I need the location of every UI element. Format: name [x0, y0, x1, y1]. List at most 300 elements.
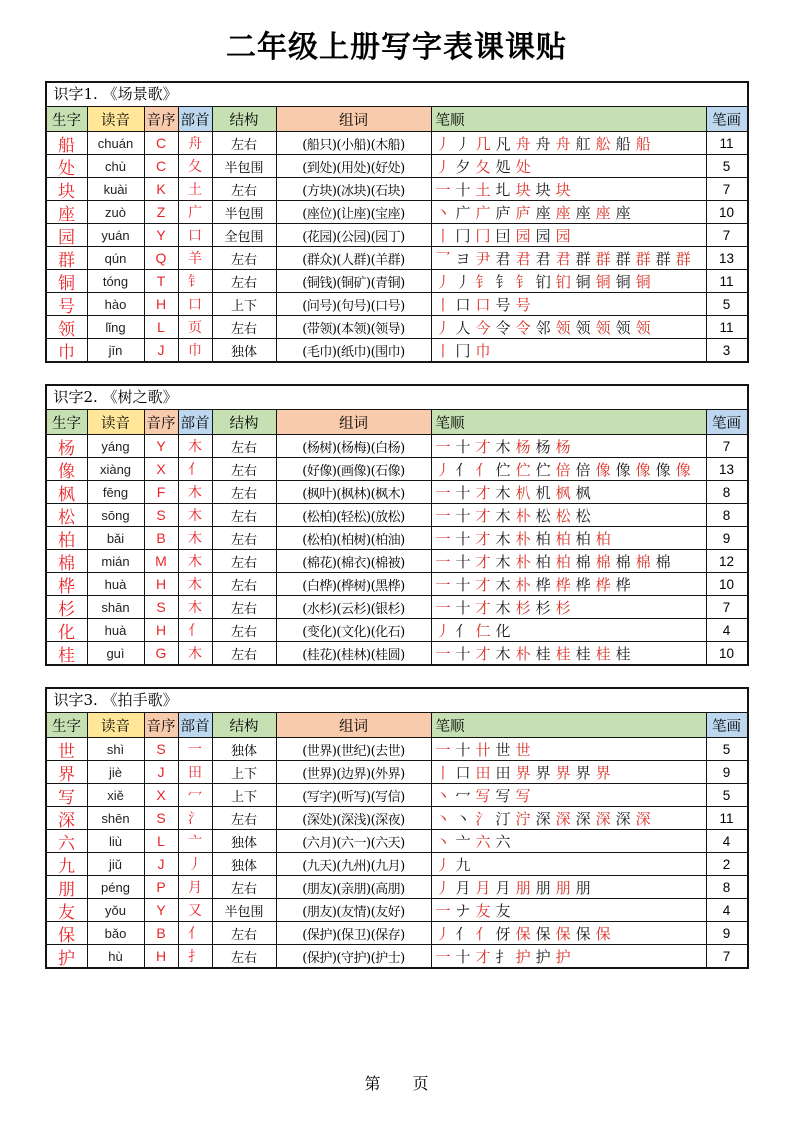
word-group-cell: (朋友)(亲朋)(高朋)	[276, 876, 431, 898]
character-cell: 化	[58, 622, 75, 641]
stroke-step: 钔	[535, 272, 551, 291]
stroke-count-cell: 11	[706, 807, 747, 829]
stroke-step: 园	[535, 226, 551, 245]
stroke-step: 亻	[455, 924, 471, 943]
radical-cell: 羊	[178, 247, 212, 269]
character-cell: 柏	[58, 530, 75, 549]
radical-cell: 一	[178, 738, 212, 760]
stroke-step: 世	[495, 740, 511, 759]
table-lesson-3	[45, 687, 749, 969]
stroke-step: 棉	[595, 552, 611, 571]
stroke-step: 木	[495, 575, 511, 594]
radical-cell: 土	[178, 178, 212, 200]
alphabet-initial-cell: J	[144, 853, 178, 875]
stroke-step: 棉	[575, 552, 591, 571]
column-header: 读音	[87, 713, 144, 737]
word-group-cell: (九天)(九州)(九月)	[276, 853, 431, 875]
stroke-step: 泞	[515, 809, 531, 828]
pinyin-cell: chuán	[87, 132, 144, 154]
table-row	[47, 434, 747, 457]
stroke-step: 丿	[435, 318, 451, 337]
structure-cell: 独体	[212, 738, 276, 760]
stroke-step: 一	[435, 506, 451, 525]
word-group-cell: (方块)(冰块)(石块)	[276, 178, 431, 200]
stroke-step: 桂	[615, 644, 631, 663]
stroke-step: 松	[555, 506, 571, 525]
table-1-title: 识字1. 《场景歌》	[53, 85, 178, 103]
character-cell: 保	[58, 925, 75, 944]
stroke-step: 丿	[435, 855, 451, 874]
stroke-step: 群	[675, 249, 691, 268]
table-row	[47, 737, 747, 760]
stroke-step: 丿	[435, 157, 451, 176]
stroke-step: 写	[475, 786, 491, 805]
stroke-step: 田	[495, 763, 511, 782]
pinyin-cell: sōng	[87, 504, 144, 526]
column-header: 笔画	[706, 107, 747, 131]
stroke-step: 口	[455, 295, 471, 314]
stroke-step: 朋	[515, 878, 531, 897]
stroke-step: 人	[455, 318, 471, 337]
alphabet-initial-cell: X	[144, 458, 178, 480]
structure-cell: 左右	[212, 642, 276, 664]
character-cell: 桦	[58, 576, 75, 595]
column-header: 组词	[276, 107, 431, 131]
character-cell: 松	[58, 507, 75, 526]
stroke-order-cell	[431, 619, 706, 641]
stroke-step: 六	[475, 832, 491, 851]
radical-cell: 丿	[178, 853, 212, 875]
stroke-step: 群	[575, 249, 591, 268]
stroke-step: 领	[635, 318, 651, 337]
pinyin-cell: mián	[87, 550, 144, 572]
stroke-order-cell	[431, 876, 706, 898]
stroke-step: 棉	[635, 552, 651, 571]
table-lesson-1	[45, 81, 749, 363]
radical-cell: 巾	[178, 339, 212, 361]
stroke-step: 朴	[515, 529, 531, 548]
stroke-step: 庐	[495, 203, 511, 222]
stroke-step: 领	[615, 318, 631, 337]
structure-cell: 半包围	[212, 899, 276, 921]
word-group-cell: (群众)(人群)(羊群)	[276, 247, 431, 269]
stroke-step: 丿	[455, 134, 471, 153]
stroke-step: 十	[455, 180, 471, 199]
stroke-order-cell	[431, 201, 706, 223]
stroke-step: 伫	[495, 460, 511, 479]
stroke-step: 一	[435, 575, 451, 594]
stroke-order-cell	[431, 527, 706, 549]
stroke-step: 钅	[515, 272, 531, 291]
stroke-step: ナ	[455, 901, 471, 920]
table-row	[47, 875, 747, 898]
column-header: 音序	[144, 410, 178, 434]
character-cell: 护	[58, 948, 75, 967]
stroke-step: 柏	[555, 552, 571, 571]
stroke-step: 舟	[555, 134, 571, 153]
stroke-step: 杉	[535, 598, 551, 617]
stroke-step: 像	[615, 460, 631, 479]
stroke-step: 口	[455, 763, 471, 782]
stroke-step: 园	[515, 226, 531, 245]
stroke-step: 柏	[555, 529, 571, 548]
radical-cell: 木	[178, 504, 212, 526]
pinyin-cell: yuán	[87, 224, 144, 246]
column-header: 部首	[178, 410, 212, 434]
stroke-step: 巾	[475, 341, 491, 360]
table-row	[47, 131, 747, 154]
stroke-step: 保	[535, 924, 551, 943]
character-cell: 像	[58, 461, 75, 480]
stroke-order-cell	[431, 596, 706, 618]
stroke-step: 庐	[515, 203, 531, 222]
stroke-step: 桦	[555, 575, 571, 594]
stroke-step: 仁	[475, 621, 491, 640]
stroke-step: 像	[595, 460, 611, 479]
stroke-step: 亻	[475, 924, 491, 943]
alphabet-initial-cell: L	[144, 830, 178, 852]
radical-cell: 口	[178, 293, 212, 315]
stroke-step: 才	[475, 437, 491, 456]
stroke-step: 领	[575, 318, 591, 337]
stroke-count-cell: 10	[706, 201, 747, 223]
stroke-step: 舟	[515, 134, 531, 153]
alphabet-initial-cell: J	[144, 339, 178, 361]
stroke-count-cell: 7	[706, 596, 747, 618]
radical-cell: 口	[178, 224, 212, 246]
stroke-count-cell: 13	[706, 458, 747, 480]
stroke-count-cell: 7	[706, 435, 747, 457]
radical-cell: 月	[178, 876, 212, 898]
stroke-step: 块	[535, 180, 551, 199]
stroke-step: 号	[515, 295, 531, 314]
pinyin-cell: hào	[87, 293, 144, 315]
stroke-step: 月	[495, 878, 511, 897]
stroke-count-cell: 8	[706, 481, 747, 503]
stroke-step: 杉	[515, 598, 531, 617]
pinyin-cell: bǎi	[87, 527, 144, 549]
stroke-step: 友	[475, 901, 491, 920]
stroke-step: 桂	[555, 644, 571, 663]
header-row	[47, 409, 747, 434]
structure-cell: 左右	[212, 481, 276, 503]
stroke-count-cell: 9	[706, 761, 747, 783]
alphabet-initial-cell: S	[144, 504, 178, 526]
stroke-step: 一	[435, 180, 451, 199]
table-row	[47, 246, 747, 269]
character-cell: 棉	[58, 553, 75, 572]
stroke-order-cell	[431, 784, 706, 806]
column-header: 结构	[212, 713, 276, 737]
stroke-step: 氵	[475, 809, 491, 828]
stroke-count-cell: 5	[706, 155, 747, 177]
column-header: 笔顺	[431, 107, 706, 131]
structure-cell: 左右	[212, 807, 276, 829]
stroke-step: 朳	[515, 483, 531, 502]
radical-cell: 夂	[178, 155, 212, 177]
word-group-cell: (世界)(世纪)(去世)	[276, 738, 431, 760]
stroke-step: 君	[515, 249, 531, 268]
column-header: 部首	[178, 713, 212, 737]
stroke-step: 十	[455, 506, 471, 525]
stroke-order-cell	[431, 642, 706, 664]
alphabet-initial-cell: M	[144, 550, 178, 572]
word-group-cell: (好像)(画像)(石像)	[276, 458, 431, 480]
stroke-step: 木	[495, 644, 511, 663]
character-cell: 深	[58, 810, 75, 829]
character-cell: 巾	[58, 342, 75, 361]
structure-cell: 全包围	[212, 224, 276, 246]
stroke-step: 才	[475, 483, 491, 502]
stroke-step: 丿	[435, 621, 451, 640]
stroke-step: 丨	[435, 341, 451, 360]
pinyin-cell: qún	[87, 247, 144, 269]
stroke-step: 丨	[435, 763, 451, 782]
pinyin-cell: kuài	[87, 178, 144, 200]
alphabet-initial-cell: J	[144, 761, 178, 783]
stroke-step: 月	[455, 878, 471, 897]
word-group-cell: (带领)(本领)(领导)	[276, 316, 431, 338]
character-cell: 块	[58, 181, 75, 200]
stroke-step: 枫	[575, 483, 591, 502]
column-header: 笔画	[706, 410, 747, 434]
character-cell: 六	[58, 833, 75, 852]
pinyin-cell: jiǔ	[87, 853, 144, 875]
structure-cell: 上下	[212, 761, 276, 783]
stroke-order-cell	[431, 316, 706, 338]
stroke-step: 丶	[455, 809, 471, 828]
stroke-order-cell	[431, 481, 706, 503]
radical-cell: 木	[178, 573, 212, 595]
word-group-cell: (写字)(听写)(写信)	[276, 784, 431, 806]
pinyin-cell: hù	[87, 945, 144, 967]
stroke-count-cell: 13	[706, 247, 747, 269]
stroke-step: 十	[455, 947, 471, 966]
character-cell: 九	[58, 856, 75, 875]
stroke-step: 一	[435, 901, 451, 920]
stroke-step: 桂	[575, 644, 591, 663]
stroke-step: 扌	[495, 947, 511, 966]
word-group-cell: (白桦)(桦树)(黑桦)	[276, 573, 431, 595]
stroke-step: 领	[595, 318, 611, 337]
structure-cell: 左右	[212, 247, 276, 269]
stroke-step: 処	[495, 157, 511, 176]
stroke-step: 铜	[575, 272, 591, 291]
radical-cell: 亻	[178, 922, 212, 944]
table-row	[47, 549, 747, 572]
stroke-step: 卄	[475, 740, 491, 759]
table-row	[47, 292, 747, 315]
structure-cell: 左右	[212, 504, 276, 526]
stroke-step: 杉	[555, 598, 571, 617]
word-group-cell: (座位)(让座)(宝座)	[276, 201, 431, 223]
structure-cell: 上下	[212, 293, 276, 315]
alphabet-initial-cell: Y	[144, 435, 178, 457]
stroke-count-cell: 4	[706, 899, 747, 921]
structure-cell: 半包围	[212, 155, 276, 177]
stroke-step: 冂	[455, 341, 471, 360]
radical-cell: 亻	[178, 619, 212, 641]
stroke-step: 界	[575, 763, 591, 782]
stroke-step: 广	[455, 203, 471, 222]
table-row	[47, 852, 747, 875]
pinyin-cell: xiàng	[87, 458, 144, 480]
stroke-step: 土	[475, 180, 491, 199]
stroke-order-cell	[431, 550, 706, 572]
table-1-header	[47, 106, 747, 131]
column-header: 组词	[276, 713, 431, 737]
stroke-step: 倍	[575, 460, 591, 479]
stroke-step: 护	[535, 947, 551, 966]
stroke-count-cell: 8	[706, 876, 747, 898]
stroke-order-cell	[431, 435, 706, 457]
stroke-step: 夂	[475, 157, 491, 176]
stroke-count-cell: 10	[706, 642, 747, 664]
stroke-step: 丿	[435, 878, 451, 897]
word-group-cell: (问号)(句号)(口号)	[276, 293, 431, 315]
stroke-order-cell	[431, 830, 706, 852]
table-row	[47, 829, 747, 852]
stroke-step: 群	[655, 249, 671, 268]
column-header: 生字	[47, 107, 87, 131]
stroke-count-cell: 7	[706, 945, 747, 967]
stroke-step: 朋	[555, 878, 571, 897]
stroke-step: 丶	[435, 809, 451, 828]
stroke-step: 君	[495, 249, 511, 268]
stroke-count-cell: 5	[706, 784, 747, 806]
stroke-step: 园	[555, 226, 571, 245]
structure-cell: 独体	[212, 339, 276, 361]
stroke-step: 亻	[455, 621, 471, 640]
pinyin-cell: bǎo	[87, 922, 144, 944]
stroke-step: 亻	[455, 460, 471, 479]
alphabet-initial-cell: Z	[144, 201, 178, 223]
stroke-step: 护	[555, 947, 571, 966]
stroke-step: 桦	[615, 575, 631, 594]
stroke-step: 才	[475, 529, 491, 548]
pinyin-cell: huà	[87, 573, 144, 595]
table-row	[47, 641, 747, 664]
structure-cell: 左右	[212, 596, 276, 618]
radical-cell: 冖	[178, 784, 212, 806]
stroke-order-cell	[431, 270, 706, 292]
column-header: 生字	[47, 410, 87, 434]
word-group-cell: (棉花)(棉衣)(棉被)	[276, 550, 431, 572]
stroke-step: 松	[575, 506, 591, 525]
stroke-step: 舡	[575, 134, 591, 153]
stroke-count-cell: 7	[706, 178, 747, 200]
stroke-step: 朴	[515, 552, 531, 571]
stroke-step: 朴	[515, 644, 531, 663]
radical-cell: 木	[178, 642, 212, 664]
stroke-step: 朴	[515, 506, 531, 525]
stroke-step: 才	[475, 644, 491, 663]
radical-cell: 木	[178, 596, 212, 618]
stroke-count-cell: 11	[706, 316, 747, 338]
stroke-step: 群	[615, 249, 631, 268]
table-row	[47, 338, 747, 361]
structure-cell: 左右	[212, 527, 276, 549]
structure-cell: 左右	[212, 178, 276, 200]
stroke-step: 柏	[535, 552, 551, 571]
alphabet-initial-cell: Y	[144, 224, 178, 246]
column-header: 组词	[276, 410, 431, 434]
stroke-step: 伢	[495, 924, 511, 943]
stroke-step: 像	[635, 460, 651, 479]
stroke-step: 冂	[455, 226, 471, 245]
stroke-step: 木	[495, 506, 511, 525]
table-lesson-2	[45, 384, 749, 666]
page-title: 二年级上册写字表课课贴	[226, 31, 567, 64]
stroke-step: 写	[495, 786, 511, 805]
pinyin-cell: fēng	[87, 481, 144, 503]
character-cell: 处	[58, 158, 75, 177]
stroke-step: 圠	[495, 180, 511, 199]
table-2-title: 识字2. 《树之歌》	[53, 388, 178, 406]
word-group-cell: (保护)(守护)(护士)	[276, 945, 431, 967]
stroke-step: 亠	[455, 832, 471, 851]
stroke-step: 朴	[515, 575, 531, 594]
stroke-order-cell	[431, 458, 706, 480]
stroke-step: 君	[535, 249, 551, 268]
stroke-count-cell: 5	[706, 293, 747, 315]
column-header: 笔顺	[431, 410, 706, 434]
pinyin-cell: shān	[87, 596, 144, 618]
word-group-cell: (松柏)(轻松)(放松)	[276, 504, 431, 526]
alphabet-initial-cell: G	[144, 642, 178, 664]
structure-cell: 左右	[212, 922, 276, 944]
stroke-step: 机	[535, 483, 551, 502]
word-group-cell: (花园)(公园)(园丁)	[276, 224, 431, 246]
stroke-step: 令	[515, 318, 531, 337]
alphabet-initial-cell: S	[144, 596, 178, 618]
radical-cell: 亠	[178, 830, 212, 852]
word-group-cell: (船只)(小船)(木船)	[276, 132, 431, 154]
stroke-step: 桦	[595, 575, 611, 594]
structure-cell: 左右	[212, 945, 276, 967]
word-group-cell: (六月)(六一)(六天)	[276, 830, 431, 852]
header-row	[47, 712, 747, 737]
stroke-step: 铜	[615, 272, 631, 291]
table-row	[47, 177, 747, 200]
stroke-step: 丿	[435, 134, 451, 153]
stroke-step: 钅	[495, 272, 511, 291]
structure-cell: 左右	[212, 573, 276, 595]
stroke-count-cell: 3	[706, 339, 747, 361]
stroke-step: 十	[455, 437, 471, 456]
stroke-step: 块	[515, 180, 531, 199]
stroke-step: 友	[495, 901, 511, 920]
table-row	[47, 269, 747, 292]
stroke-step: 一	[435, 947, 451, 966]
stroke-order-cell	[431, 504, 706, 526]
structure-cell: 左右	[212, 270, 276, 292]
character-cell: 铜	[58, 273, 75, 292]
stroke-step: 乛	[435, 249, 451, 268]
pinyin-cell: shì	[87, 738, 144, 760]
structure-cell: 左右	[212, 876, 276, 898]
stroke-count-cell: 5	[706, 738, 747, 760]
stroke-step: 桂	[595, 644, 611, 663]
stroke-step: 号	[495, 295, 511, 314]
stroke-step: 丨	[435, 226, 451, 245]
radical-cell: 广	[178, 201, 212, 223]
stroke-step: 才	[475, 947, 491, 966]
stroke-step: 一	[435, 598, 451, 617]
table-row	[47, 898, 747, 921]
stroke-step: 广	[475, 203, 491, 222]
alphabet-initial-cell: T	[144, 270, 178, 292]
